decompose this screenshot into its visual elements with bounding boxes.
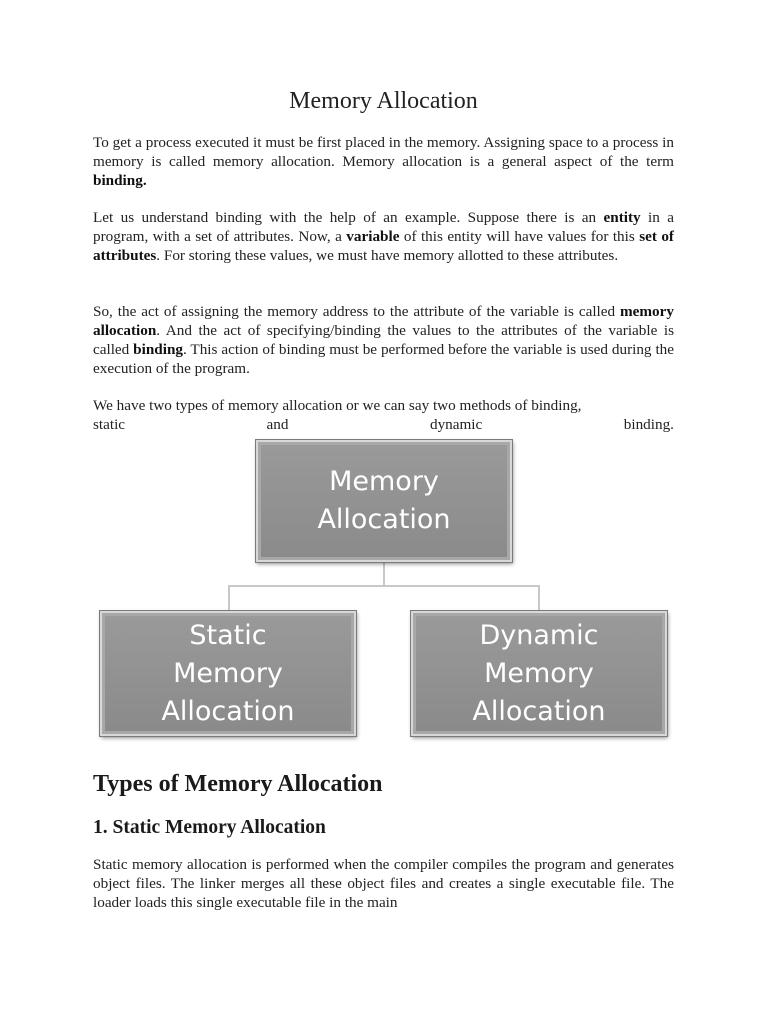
diagram-node-memory-allocation (256, 440, 512, 562)
text-run: . And the act of specifying/binding the values to the attributes of the variable is called (93, 322, 674, 358)
text-run: So, the act of assigning the memory address to the attribute of the variable is called (93, 303, 621, 320)
node-label-line: Memory (329, 466, 439, 497)
intro-bold-binding: binding. (93, 172, 147, 189)
word-binding: binding. (623, 416, 674, 433)
text-run: in a program, with a set of attributes. Now, a (93, 209, 674, 245)
word-dynamic: dynamic (429, 416, 483, 433)
two-types-line2 (93, 415, 674, 434)
bold-variable: variable (346, 228, 400, 245)
text-run: . For storing these values, we must have memory allotted to these attributes. (156, 247, 619, 264)
node-label-line: Memory (484, 657, 594, 689)
paragraph-static-description: Static memory allocation is performed when the compiler compiles the program and generates object files. The linker merges all these object files and creates a single executable file. The loader loads this single executable file in the main (93, 856, 674, 911)
text-run: . This action of binding must be performed before the variable is used during the execution of the program. (93, 341, 674, 377)
bold-set-of-attributes: set of attributes (93, 228, 674, 264)
connector-line (228, 585, 540, 587)
node-label-line: Memory (173, 657, 283, 689)
intro-text: To get a process executed it must be first placed in the memory. Assigning space to a process in memory is called memory allocation. Memory allocation is a general aspect of the term (93, 134, 674, 170)
word-and: and (266, 416, 289, 433)
bold-binding: binding (133, 341, 183, 358)
heading-types-of-memory-allocation: Types of Memory Allocation (93, 771, 383, 797)
diagram-node-dynamic (411, 611, 667, 736)
bold-entity: entity (603, 209, 641, 226)
node-label-line: Allocation (161, 695, 295, 727)
paragraph-two-types (93, 396, 674, 434)
paragraph-binding-example (93, 208, 674, 265)
connector-line (538, 585, 540, 612)
connector-line (383, 561, 385, 586)
paragraph-intro (93, 133, 674, 190)
node-label-line: Dynamic (479, 619, 599, 651)
page-title: Memory Allocation (289, 88, 478, 114)
node-label-line: Allocation (317, 504, 451, 535)
diagram-node-static (100, 611, 356, 736)
node-label-line: Static (189, 619, 267, 651)
paragraph-definition (93, 302, 674, 378)
text-run: Let us understand binding with the help of an example. Suppose there is an (93, 209, 604, 226)
node-label-line: Allocation (472, 695, 606, 727)
connector-line (228, 585, 230, 612)
word-static: static (93, 416, 126, 433)
two-types-line1: We have two types of memory allocation or we can say two methods of binding, (93, 397, 582, 414)
text-run: of this entity will have values for this (399, 228, 640, 245)
heading-static-memory-allocation: 1. Static Memory Allocation (93, 817, 326, 838)
bold-memory-allocation: memory allocation (93, 303, 674, 339)
